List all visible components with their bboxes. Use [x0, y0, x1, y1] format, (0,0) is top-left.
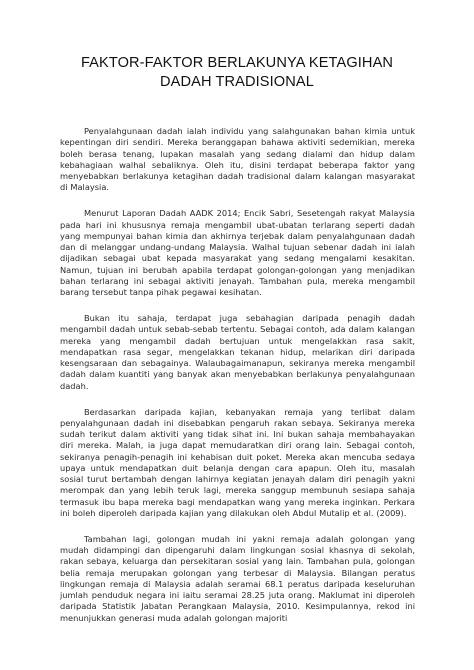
title-line-2: DADAH TRADISIONAL [160, 74, 314, 90]
paragraph: Bukan itu sahaja, terdapat juga sebahagian daripada penagih dadah mengambil dadah untuk sebab-sebab tertentu. Sebagai contoh, ada dalam kalangan mereka yang mengambil dadah bertujuan untuk mengelakkan rasa sakit, mendapatkan rasa segar, mengelakkan tekanan hidup, melarikan diri daripada kesengsaraan dan sebagainya. Walaubagaimanapun, sekiranya mereka mengambil dadah dalam kuantiti yang banyak akan menyebabkan berlakunya penyalahgunaan dadah. [60, 313, 415, 391]
document-title [40, 54, 434, 92]
paragraph: Penyalahgunaan dadah ialah individu yang salahgunakan bahan kimia untuk kepentingan diri sendiri. Mereka beranggapan bahawa aktiviti sedemikian, mereka boleh berasa tenang, lupakan masalah yang sedang dialami dan hidup dalam kebahagiaan walhal sebaliknya. Oleh itu, disini terdapat beberapa faktor yang menyebabkan berlakunya ketagihan dadah tradisional dalam kalangan masyarakat di Malaysia. [60, 126, 415, 193]
paragraph: Menurut Laporan Dadah AADK 2014; Encik Sabri, Sesetengah rakyat Malaysia pada hari ini khususnya remaja mengambil ubat-ubatan terlarang seperti dadah yang mempunyai bahan kimia dan akhirnya terjebak dalam penyalahgunaan dadah dan di melanggar undang-undang Malaysia. Walhal tujuan sebenar dadah ini ialah dijadikan sebagai ubat kepada masyarakat yang sedang mengalami kesakitan. Namun, tujuan ini berubah apabila terdapat golongan-golongan yang menjadikan bahan terlarang ini sebagai aktiviti jenayah. Tambahan pula, mereka mengambil barang tersebut tanpa pihak pegawai kesihatan. [60, 208, 415, 298]
paragraph: Tambahan lagi, golongan mudah ini yakni remaja adalah golongan yang mudah didampingi dan dipengaruhi dalam lingkungan sosial khasnya di sekolah, rakan sebaya, keluarga dan persekitaran sosial yang lain. Tambahan pula, golongan belia remaja merupakan golongan yang terbesar di Malaysia. Bilangan peratus lingkungan remaja di Malaysia adalah seramai 68.1 peratus daripada keseluruhan jumlah penduduk negara ini iaitu seramai 28.25 juta orang. Maklumat ini diperoleh daripada Statistik Jabatan Perangkaan Malaysia, 2010. Kesimpulannya, rekod ini menunjukkan generasi muda adalah golongan majoriti [60, 533, 415, 623]
paragraph: Berdasarkan daripada kajian, kebanyakan remaja yang terlibat dalam penyalahgunaan dadah ini disebabkan pengaruh rakan sebaya. Sekiranya mereka sudah terikut dalam aktiviti yang tidak sihat ini. Ini bukan sahaja membahayakan diri mereka. Malah, ia juga dapat memudaratkan diri orang lain. Sebagai contoh, sekiranya penagih-penagih ini kehabisan duit poket. Mereka akan mencuba sedaya upaya untuk mendapatkan duit belanja dengan cara apapun. Oleh itu, masalah sosial turut bertambah dengan lahirnya kegiatan jenayah dalam diri penagih yakni merompak dan yang lebih teruk lagi, mereka sanggup membunuh sesiapa sahaja termasuk ibu bapa mereka bagi mendapatkan wang yang mereka inginkan. Perkara ini boleh diperoleh daripada kajian yang dilakukan oleh Abdul Mutalip et al. (2009). [60, 406, 415, 518]
document-body [60, 126, 415, 639]
title-line-1: FAKTOR-FAKTOR BERLAKUNYA KETAGIHAN [80, 55, 394, 71]
